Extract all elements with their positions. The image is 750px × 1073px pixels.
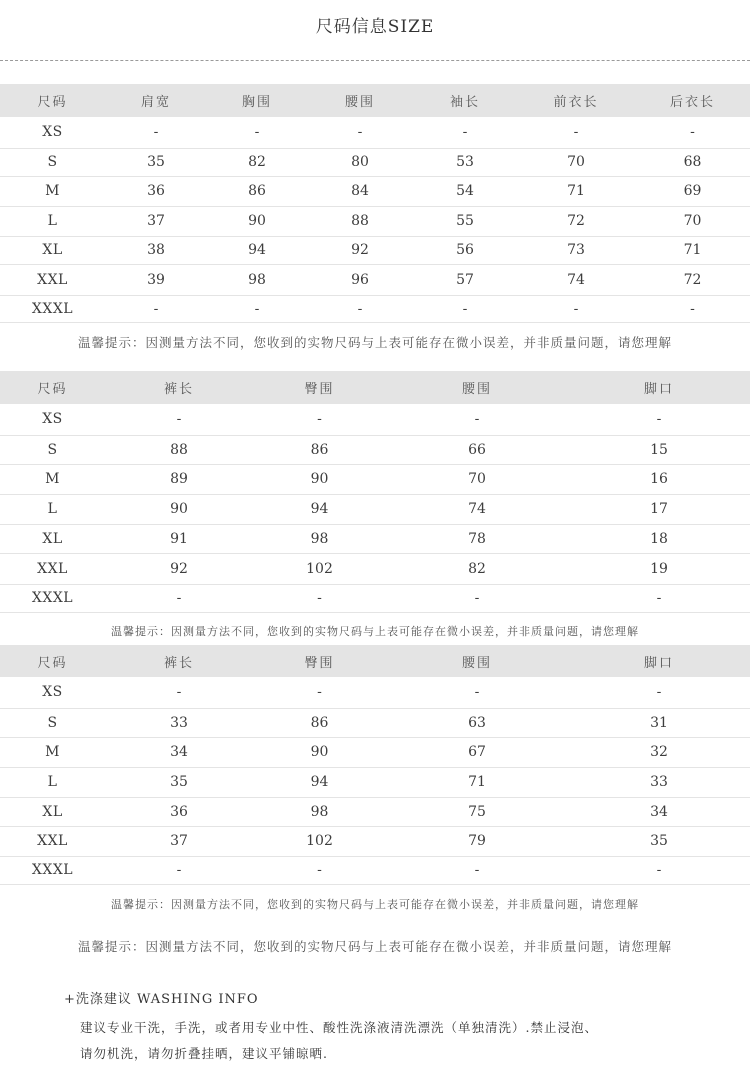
measurement-cell: 92 bbox=[307, 236, 413, 264]
measurement-cell: - bbox=[105, 584, 253, 612]
size-label-cell: XXL bbox=[0, 553, 105, 584]
measurement-cell: 72 bbox=[635, 264, 750, 295]
measurement-cell: 78 bbox=[386, 524, 568, 553]
measurement-cell: 37 bbox=[105, 206, 207, 236]
table-row bbox=[0, 553, 750, 584]
size-label-cell: S bbox=[0, 435, 105, 464]
measurement-cell: 66 bbox=[386, 435, 568, 464]
column-header: 腰围 bbox=[386, 371, 568, 404]
table-row bbox=[0, 176, 750, 206]
measurement-cell: - bbox=[413, 117, 517, 148]
size-label-cell: L bbox=[0, 206, 105, 236]
measurement-cell: 98 bbox=[207, 264, 307, 295]
measurement-cell: 63 bbox=[386, 708, 568, 737]
measurement-cell: 70 bbox=[386, 464, 568, 494]
measurement-cell: 36 bbox=[105, 176, 207, 206]
measurement-cell: 94 bbox=[253, 767, 386, 797]
measurement-cell: 54 bbox=[413, 176, 517, 206]
table-row bbox=[0, 767, 750, 797]
washing-info-title: +洗涤建议 WASHING INFO bbox=[64, 992, 259, 1007]
size-table-top bbox=[0, 84, 750, 323]
table-row bbox=[0, 826, 750, 856]
size-label-cell: XS bbox=[0, 117, 105, 148]
size-table-shorts bbox=[0, 645, 750, 885]
measurement-cell: 80 bbox=[307, 148, 413, 176]
measurement-cell: - bbox=[517, 295, 635, 322]
measurement-cell: 39 bbox=[105, 264, 207, 295]
measurement-cell: 75 bbox=[386, 797, 568, 826]
measurement-cell: 34 bbox=[568, 797, 750, 826]
measurement-cell: - bbox=[568, 677, 750, 708]
table-row bbox=[0, 264, 750, 295]
size-note: 温馨提示：因测量方法不同，您收到的实物尺码与上表可能存在微小误差，并非质量问题，请您理解 bbox=[111, 898, 639, 911]
measurement-cell: 71 bbox=[517, 176, 635, 206]
measurement-cell: 96 bbox=[307, 264, 413, 295]
measurement-cell: 36 bbox=[105, 797, 253, 826]
table-row bbox=[0, 797, 750, 826]
measurement-cell: - bbox=[105, 295, 207, 322]
table-row bbox=[0, 236, 750, 264]
measurement-cell: 86 bbox=[253, 435, 386, 464]
size-label-cell: M bbox=[0, 464, 105, 494]
measurement-cell: - bbox=[386, 677, 568, 708]
size-label-cell: S bbox=[0, 148, 105, 176]
measurement-cell: 33 bbox=[568, 767, 750, 797]
title-divider bbox=[0, 60, 750, 61]
measurement-cell: 35 bbox=[105, 148, 207, 176]
measurement-cell: 70 bbox=[517, 148, 635, 176]
column-header: 肩宽 bbox=[105, 84, 207, 117]
table-row bbox=[0, 584, 750, 612]
table-row bbox=[0, 404, 750, 435]
measurement-cell: - bbox=[635, 295, 750, 322]
column-header: 尺码 bbox=[0, 84, 105, 117]
measurement-cell: 88 bbox=[105, 435, 253, 464]
measurement-cell: 73 bbox=[517, 236, 635, 264]
table-row bbox=[0, 524, 750, 553]
general-note: 温馨提示：因测量方法不同，您收到的实物尺码与上表可能存在微小误差，并非质量问题，请您理解 bbox=[77, 939, 672, 954]
page-title: 尺码信息SIZE bbox=[315, 17, 435, 37]
measurement-cell: 86 bbox=[207, 176, 307, 206]
column-header: 前衣长 bbox=[517, 84, 635, 117]
column-header: 臀围 bbox=[253, 371, 386, 404]
column-header: 尺码 bbox=[0, 371, 105, 404]
size-label-cell: S bbox=[0, 708, 105, 737]
measurement-cell: - bbox=[253, 584, 386, 612]
table-row bbox=[0, 677, 750, 708]
measurement-cell: 33 bbox=[105, 708, 253, 737]
measurement-cell: - bbox=[307, 117, 413, 148]
measurement-cell: - bbox=[105, 404, 253, 435]
measurement-cell: 86 bbox=[253, 708, 386, 737]
measurement-cell: 16 bbox=[568, 464, 750, 494]
size-table-pants bbox=[0, 371, 750, 613]
measurement-cell: 82 bbox=[386, 553, 568, 584]
size-label-cell: XXXL bbox=[0, 295, 105, 322]
measurement-cell: - bbox=[207, 117, 307, 148]
table-row bbox=[0, 435, 750, 464]
size-label-cell: M bbox=[0, 176, 105, 206]
table-row bbox=[0, 737, 750, 767]
size-label-cell: XXXL bbox=[0, 856, 105, 884]
size-label-cell: XXL bbox=[0, 826, 105, 856]
column-header: 脚口 bbox=[568, 371, 750, 404]
measurement-cell: 90 bbox=[253, 464, 386, 494]
measurement-cell: 35 bbox=[568, 826, 750, 856]
measurement-cell: 102 bbox=[253, 826, 386, 856]
table-row bbox=[0, 295, 750, 322]
measurement-cell: - bbox=[386, 856, 568, 884]
measurement-cell: 91 bbox=[105, 524, 253, 553]
table-row bbox=[0, 206, 750, 236]
measurement-cell: 32 bbox=[568, 737, 750, 767]
measurement-cell: 70 bbox=[635, 206, 750, 236]
table-row bbox=[0, 148, 750, 176]
table-row bbox=[0, 708, 750, 737]
column-header: 尺码 bbox=[0, 645, 105, 677]
measurement-cell: 72 bbox=[517, 206, 635, 236]
measurement-cell: 71 bbox=[386, 767, 568, 797]
measurement-cell: 71 bbox=[635, 236, 750, 264]
measurement-cell: - bbox=[413, 295, 517, 322]
measurement-cell: 37 bbox=[105, 826, 253, 856]
measurement-cell: 18 bbox=[568, 524, 750, 553]
measurement-cell: 34 bbox=[105, 737, 253, 767]
measurement-cell: 94 bbox=[207, 236, 307, 264]
measurement-cell: 98 bbox=[253, 797, 386, 826]
measurement-cell: 88 bbox=[307, 206, 413, 236]
column-header: 脚口 bbox=[568, 645, 750, 677]
column-header: 后衣长 bbox=[635, 84, 750, 117]
measurement-cell: 53 bbox=[413, 148, 517, 176]
washing-info-line: 请勿机洗，请勿折叠挂晒，建议平铺晾晒. bbox=[80, 1046, 328, 1061]
size-label-cell: XL bbox=[0, 797, 105, 826]
measurement-cell: - bbox=[253, 404, 386, 435]
size-label-cell: L bbox=[0, 494, 105, 524]
column-header: 腰围 bbox=[307, 84, 413, 117]
measurement-cell: - bbox=[307, 295, 413, 322]
size-label-cell: XXXL bbox=[0, 584, 105, 612]
measurement-cell: 17 bbox=[568, 494, 750, 524]
table-row bbox=[0, 464, 750, 494]
measurement-cell: 74 bbox=[517, 264, 635, 295]
measurement-cell: 55 bbox=[413, 206, 517, 236]
measurement-cell: 82 bbox=[207, 148, 307, 176]
measurement-cell: - bbox=[253, 677, 386, 708]
measurement-cell: 98 bbox=[253, 524, 386, 553]
measurement-cell: 68 bbox=[635, 148, 750, 176]
measurement-cell: 90 bbox=[253, 737, 386, 767]
column-header: 裤长 bbox=[105, 371, 253, 404]
measurement-cell: - bbox=[253, 856, 386, 884]
size-label-cell: XL bbox=[0, 236, 105, 264]
measurement-cell: 94 bbox=[253, 494, 386, 524]
size-label-cell: M bbox=[0, 737, 105, 767]
column-header: 臀围 bbox=[253, 645, 386, 677]
measurement-cell: - bbox=[207, 295, 307, 322]
size-label-cell: XXL bbox=[0, 264, 105, 295]
measurement-cell: 15 bbox=[568, 435, 750, 464]
size-label-cell: L bbox=[0, 767, 105, 797]
table-row bbox=[0, 117, 750, 148]
measurement-cell: 92 bbox=[105, 553, 253, 584]
measurement-cell: 69 bbox=[635, 176, 750, 206]
measurement-cell: 19 bbox=[568, 553, 750, 584]
measurement-cell: - bbox=[568, 584, 750, 612]
measurement-cell: - bbox=[105, 677, 253, 708]
size-label-cell: XL bbox=[0, 524, 105, 553]
measurement-cell: 84 bbox=[307, 176, 413, 206]
measurement-cell: 90 bbox=[105, 494, 253, 524]
measurement-cell: 102 bbox=[253, 553, 386, 584]
measurement-cell: - bbox=[635, 117, 750, 148]
measurement-cell: 38 bbox=[105, 236, 207, 264]
measurement-cell: - bbox=[568, 856, 750, 884]
size-note: 温馨提示：因测量方法不同，您收到的实物尺码与上表可能存在微小误差，并非质量问题，请您理解 bbox=[77, 335, 672, 350]
measurement-cell: 57 bbox=[413, 264, 517, 295]
size-label-cell: XS bbox=[0, 677, 105, 708]
measurement-cell: 67 bbox=[386, 737, 568, 767]
measurement-cell: 79 bbox=[386, 826, 568, 856]
measurement-cell: 89 bbox=[105, 464, 253, 494]
measurement-cell: 31 bbox=[568, 708, 750, 737]
table-row bbox=[0, 494, 750, 524]
measurement-cell: 35 bbox=[105, 767, 253, 797]
column-header: 裤长 bbox=[105, 645, 253, 677]
measurement-cell: - bbox=[105, 856, 253, 884]
measurement-cell: - bbox=[386, 404, 568, 435]
size-note: 温馨提示：因测量方法不同，您收到的实物尺码与上表可能存在微小误差，并非质量问题，请您理解 bbox=[111, 625, 639, 638]
column-header: 腰围 bbox=[386, 645, 568, 677]
column-header: 胸围 bbox=[207, 84, 307, 117]
measurement-cell: 56 bbox=[413, 236, 517, 264]
measurement-cell: - bbox=[517, 117, 635, 148]
washing-info-line: 建议专业干洗，手洗，或者用专业中性、酸性洗涤液清洗漂洗（单独清洗）.禁止浸泡、 bbox=[80, 1020, 598, 1035]
column-header: 袖长 bbox=[413, 84, 517, 117]
size-label-cell: XS bbox=[0, 404, 105, 435]
table-row bbox=[0, 856, 750, 884]
measurement-cell: 90 bbox=[207, 206, 307, 236]
measurement-cell: 74 bbox=[386, 494, 568, 524]
measurement-cell: - bbox=[386, 584, 568, 612]
measurement-cell: - bbox=[568, 404, 750, 435]
measurement-cell: - bbox=[105, 117, 207, 148]
